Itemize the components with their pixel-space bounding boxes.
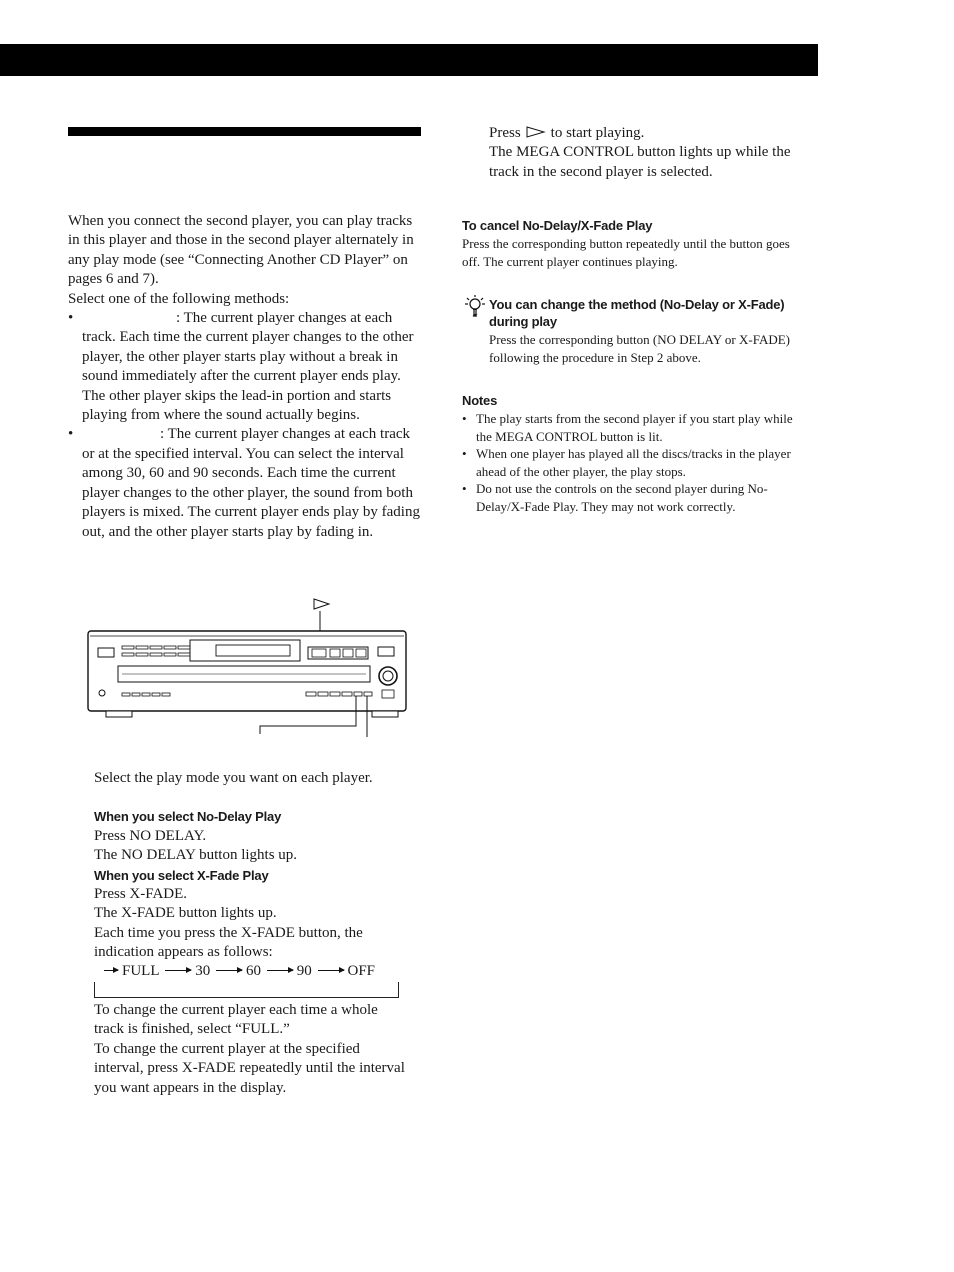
no-delay-lights-text: The NO DELAY button lights up. — [94, 847, 298, 864]
sequence-item-full: FULL — [122, 963, 160, 979]
cancel-body: Press the corresponding button repeatedly until the button goes off. The current player continues playing. — [462, 236, 790, 269]
no-delay-heading: When you select No-Delay Play — [94, 809, 282, 824]
intro-text-block — [68, 212, 426, 542]
notes-list — [462, 410, 802, 515]
header-bar — [0, 44, 818, 76]
x-fade-bullet: • : The current player changes at each track or at the specified interval. You can select the interval among 30, 60 and 90 seconds. Each time the current player changes to the other player, the sound from both players is mixed. The current player ends play by fading out, and the other player starts play by fading in. — [68, 426, 420, 540]
x-fade-instructions — [94, 885, 409, 963]
arrow-icon — [165, 970, 191, 971]
press-play-block — [489, 124, 814, 182]
full-note-text: To change the current player each time a whole track is finished, select “FULL.” — [94, 1002, 378, 1038]
x-fade-each-text: Each time you press the X-FADE button, the indication appears as follows: — [94, 924, 363, 961]
x-fade-lights-text: The X-FADE button lights up. — [94, 905, 277, 922]
press-word: Press — [489, 125, 521, 141]
x-fade-sequence — [94, 962, 404, 982]
arrow-icon — [318, 970, 344, 971]
x-fade-notes — [94, 1001, 406, 1098]
section-title-bar — [68, 127, 421, 136]
sequence-item-30: 30 — [195, 963, 211, 979]
press-x-fade-text: Press X-FADE. — [94, 886, 188, 902]
select-methods-text: Select one of the following methods: — [68, 290, 290, 307]
arrow-icon — [104, 970, 118, 971]
notes-heading: Notes — [462, 393, 498, 408]
note-item: • The play starts from the second player if you start play while the MEGA CONTROL button is lit. — [462, 410, 802, 445]
mega-control-text: The MEGA CONTROL button lights up while the track in the second player is selected. — [489, 144, 791, 180]
sequence-item-off: OFF — [347, 963, 376, 979]
note-item: • Do not use the controls on the second player during No-Delay/X-Fade Play. They may not work correctly. — [462, 480, 802, 515]
press-no-delay-text: Press NO DELAY. — [94, 828, 207, 844]
no-delay-description: : The current player changes at each track. Each time the current player changes to the other player, the other player starts play without a break in sound immediately after the current player ends play. The other player skips the lead-in portion and starts playing from where the sound actually begins. — [82, 310, 414, 424]
lightbulb-icon — [464, 294, 486, 318]
tip-body: Press the corresponding button (NO DELAY or X-FADE) following the procedure in Step 2 above. — [489, 332, 791, 365]
intro-paragraph: When you connect the second player, you can play tracks in this player and those in the second player alternately in any play mode (see “Connecting Another CD Player” on pages 6 and 7). — [68, 213, 414, 288]
arrow-icon — [216, 970, 242, 971]
cd-player-illustration — [84, 592, 414, 742]
step-select-play-mode: Select the play mode you want on each player. — [94, 770, 373, 786]
interval-note-text: To change the current player at the specified interval, press X-FADE repeatedly until the interval you want appears in the display. — [94, 1040, 405, 1096]
x-fade-heading: When you select X-Fade Play — [94, 868, 269, 883]
x-fade-description: : The current player changes at each track or at the specified interval. You can select the interval among 30, 60 and 90 seconds. Each time the current player changes to the other player, the sound from both players is mixed. The current player ends play by fading out, and the other player starts play by fading in. — [82, 426, 420, 540]
sequence-item-90: 90 — [296, 963, 312, 979]
no-delay-bullet: • : The current player changes at each track. Each time the current player changes to the other player, the other player starts play without a break in sound immediately after the current player ends play. The other player skips the lead-in portion and starts playing from where the sound actually begins. — [68, 310, 414, 424]
arrow-icon — [267, 970, 293, 971]
tip-heading: You can change the method (No-Delay or X-Fade) during play — [489, 297, 785, 329]
note-item: • When one player has played all the discs/tracks in the player ahead of the other player, the play stops. — [462, 445, 802, 480]
start-playing-text: to start playing. — [550, 125, 645, 141]
sequence-item-60: 60 — [246, 963, 261, 979]
play-callout-icon — [314, 599, 329, 609]
cancel-heading: To cancel No-Delay/X-Fade Play — [462, 218, 653, 233]
press-play-line — [489, 124, 814, 143]
no-delay-instructions — [94, 827, 414, 866]
play-triangle-icon — [524, 126, 548, 138]
